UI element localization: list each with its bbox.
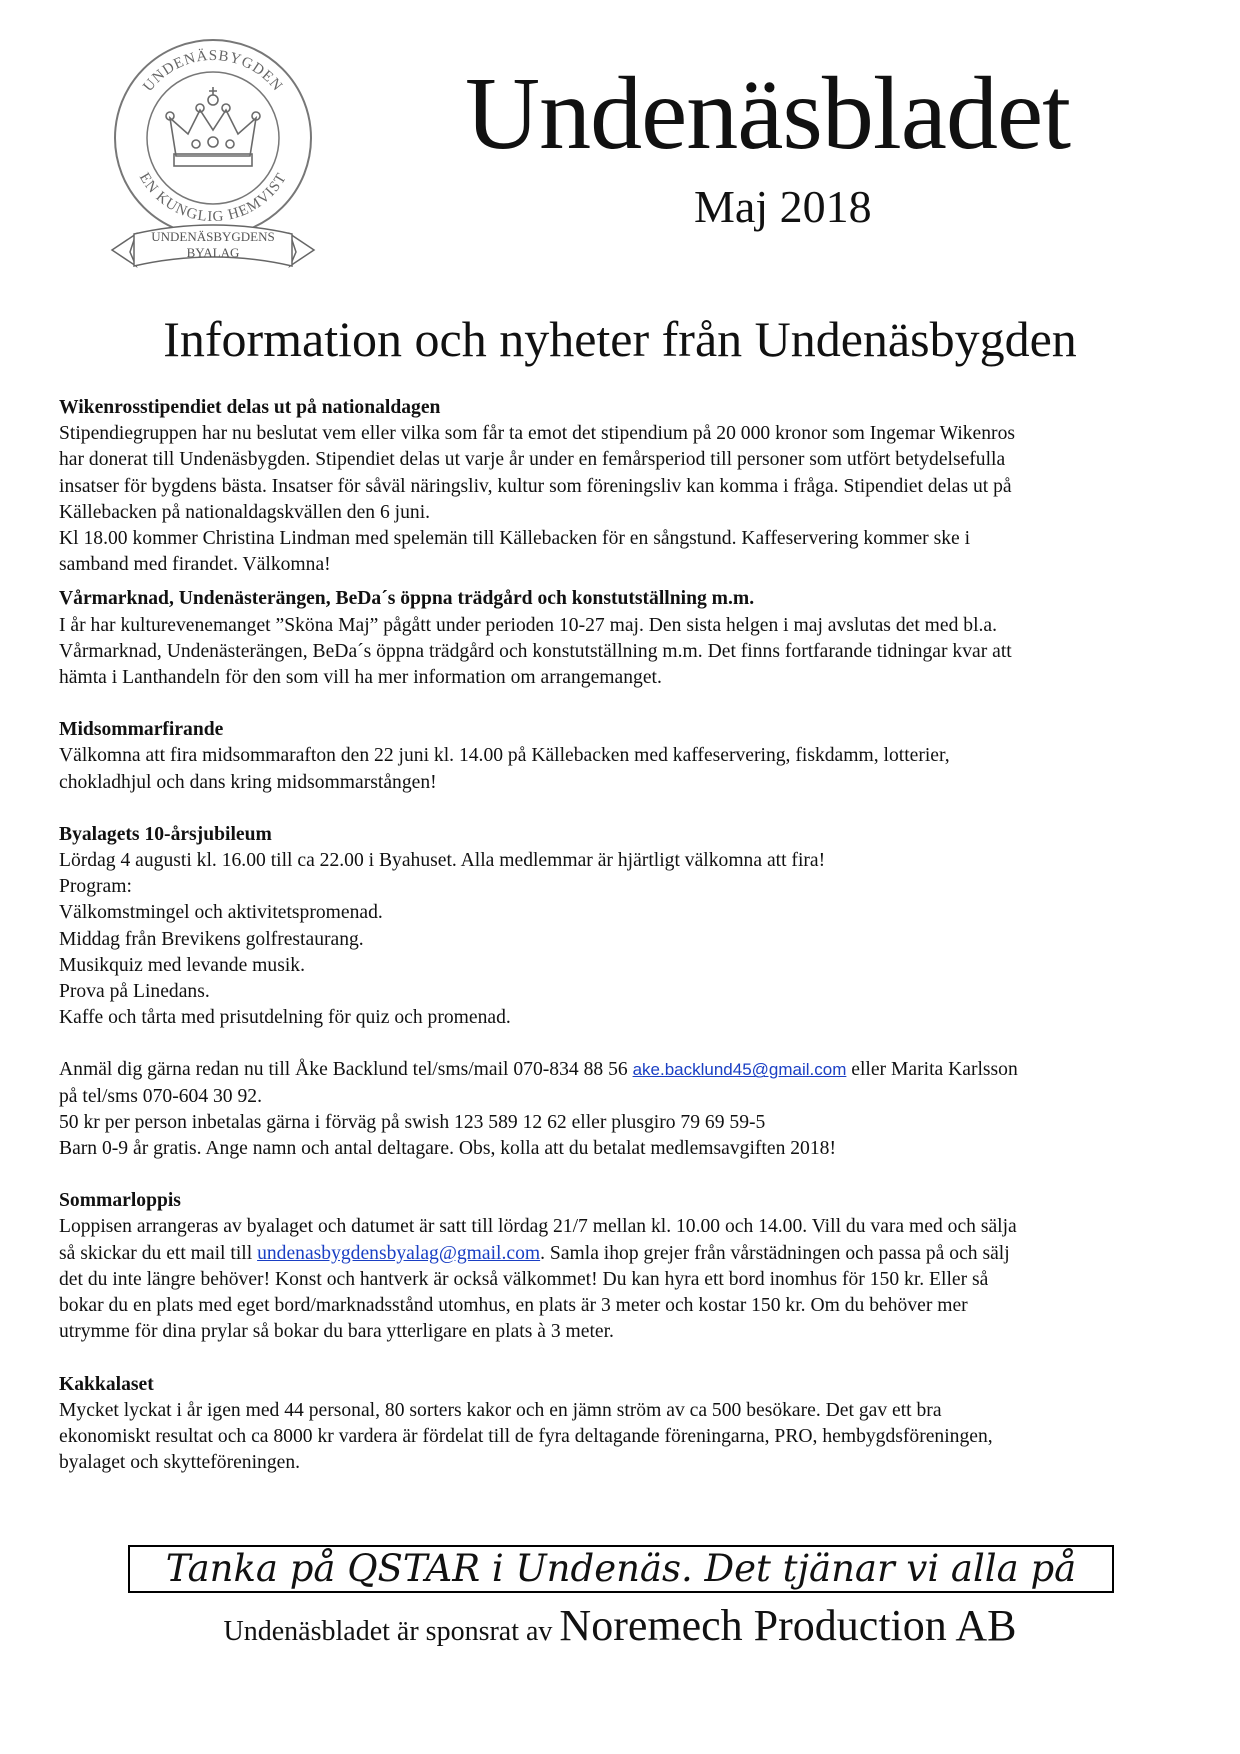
article-line: på tel/sms 070-604 30 92. (59, 1085, 262, 1107)
article-heading: Vårmarknad, Undenästerängen, BeDa´s öppna trädgård och konstutställning m.m. (59, 588, 755, 610)
sponsor-line (0, 1600, 1240, 1651)
article-line: chokladhjul och dans kring midsommarstången! (59, 771, 437, 793)
article-line: hämta i Lanthandeln för den som vill ha mer information om arrangemanget. (59, 667, 662, 689)
logo-banner-line2: BYALAG (186, 245, 240, 260)
page-headline: Information och nyheter från Undenäsbygden (163, 311, 1077, 367)
article-kakkalaset (59, 1372, 1191, 1477)
article-line: Källebacken på nationaldagskvällen den 6 juni. (59, 501, 431, 523)
signup-text-after: eller Marita Karlsson (846, 1059, 1018, 1081)
email-link-ake[interactable]: ake.backlund45@gmail.com (632, 1060, 847, 1080)
article-line: Stipendiegruppen har nu beslutat vem eller vilka som får ta emot det stipendium på 20 000 kronor som Ingemar Wikenros (59, 423, 1015, 445)
article-line: I år har kulturevenemanget ”Sköna Maj” pågått under perioden 10-27 maj. Den sista helgen i maj avslutas det med bl.a. (59, 614, 998, 636)
article-line: 50 kr per person inbetalas gärna i förväg på swish 123 589 12 62 eller plusgiro 79 69 59-5 (59, 1111, 766, 1133)
program-item: Välkomstmingel och aktivitetspromenad. (59, 902, 383, 924)
sponsor-text: Undenäsbladet är sponsrat av (223, 1616, 560, 1647)
article-line (59, 1241, 1191, 1267)
article-line: Kl 18.00 kommer Christina Lindman med spelemän till Källebacken för en sångstund. Kaffeservering kommer ske i (59, 528, 971, 550)
crown-icon (166, 87, 260, 166)
article-line: har donerat till Undenäsbygden. Stipendiet delas ut varje år under en femårsperiod till personer som utfört betydelsefulla (59, 449, 1006, 471)
program-item: Prova på Linedans. (59, 981, 210, 1003)
article-heading: Kakkalaset (59, 1373, 154, 1395)
article-loppis (59, 1188, 1191, 1345)
article-line: Vårmarknad, Undenästerängen, BeDa´s öppna trädgård och konstutställning m.m. Det finns fortfarande tidningar kvar att (59, 640, 1012, 662)
article-line: Mycket lyckat i år igen med 44 personal, 80 sorters kakor och en jämn ström av ca 500 besökare. Det gav ett bra (59, 1399, 942, 1421)
article-midsommar (59, 717, 1191, 796)
article-line: Välkomna att fira midsommarafton den 22 juni kl. 14.00 på Källebacken med kaffeservering, fiskdamm, lotterier, (59, 745, 950, 767)
newsletter-title: Undenäsbladet (465, 56, 1071, 171)
article-varmarknad (59, 586, 1191, 691)
qstar-ad-box: Tanka på QSTAR i Undenäs. Det tjänar vi alla på (128, 1545, 1114, 1593)
article-line: Loppisen arrangeras av byalaget och datumet är satt till lördag 21/7 mellan kl. 10.00 och 14.00. Vill du vara med och sälja (59, 1216, 1017, 1238)
article-line: utrymme för dina prylar så bokar du bara ytterligare en plats à 3 meter. (59, 1321, 614, 1343)
article-line: samband med firandet. Välkomna! (59, 554, 331, 576)
logo-ring-bottom-text: EN KUNGLIG HEMVIST (135, 170, 291, 226)
program-item: Middag från Brevikens golfrestaurang. (59, 928, 364, 950)
byalag-logo (108, 38, 318, 288)
articles (59, 395, 1191, 1476)
article-heading: Byalagets 10-årsjubileum (59, 823, 272, 845)
article-jubileum (59, 822, 1191, 1162)
article-line: Barn 0-9 år gratis. Ange namn och antal deltagare. Obs, kolla att du betalat medlemsavgiften 2018! (59, 1138, 836, 1160)
email-link-byalag[interactable]: undenasbygdensbyalag@gmail.com (257, 1242, 541, 1264)
loppis-text: så skickar du ett mail till (59, 1242, 258, 1264)
article-line: ekonomiskt resultat och ca 8000 kr vardera är fördelat till de fyra deltagande föreningarna, PRO, hembygdsföreningen, (59, 1425, 993, 1447)
article-line: byalaget och skytteföreningen. (59, 1452, 301, 1474)
ribbon-banner (112, 225, 314, 266)
article-line: Lördag 4 augusti kl. 16.00 till ca 22.00 i Byahuset. Alla medlemmar är hjärtligt välkomna att fira! (59, 850, 826, 872)
article-line: bokar du en plats med eget bord/marknadsstånd utomhus, en plats är 3 meter och kostar 150 kr. Om du behöver mer (59, 1295, 968, 1317)
logo-banner-line1: UNDENÄSBYGDENS (151, 229, 275, 244)
article-heading: Midsommarfirande (59, 719, 224, 741)
issue-date: Maj 2018 (694, 181, 872, 232)
article-line: det du inte längre behöver! Konst och hantverk är också välkommet! Du kan hyra ett bord inomhus för 150 kr. Eller så (59, 1268, 989, 1290)
program-item: Musikquiz med levande musik. (59, 954, 305, 976)
svg-text:EN KUNGLIG HEMVIST (136, 170, 290, 225)
logo-ring-top-text: UNDENÄSBYGDEN (140, 47, 286, 95)
sponsor-name: Noremech Production AB (559, 1601, 1017, 1650)
program-item: Kaffe och tårta med prisutdelning för quiz och promenad. (59, 1007, 511, 1029)
signup-text: Anmäl dig gärna redan nu till Åke Backlund tel/sms/mail 070-834 88 56 (59, 1059, 633, 1081)
article-line: Program: (59, 876, 132, 898)
loppis-text-after: . Samla ihop grejer från vårstädningen och passa på och sälj (540, 1242, 1010, 1264)
article-line: insatser för bygdens bästa. Insatser för såväl näringsliv, kultur som föreningsliv kan komma i fråga. Stipendiet delas ut på (59, 475, 1012, 497)
signup-line (59, 1057, 1191, 1083)
article-wikenros (59, 395, 1191, 578)
article-heading: Wikenrosstipendiet delas ut på nationaldagen (59, 397, 441, 418)
article-heading: Sommarloppis (59, 1190, 181, 1212)
